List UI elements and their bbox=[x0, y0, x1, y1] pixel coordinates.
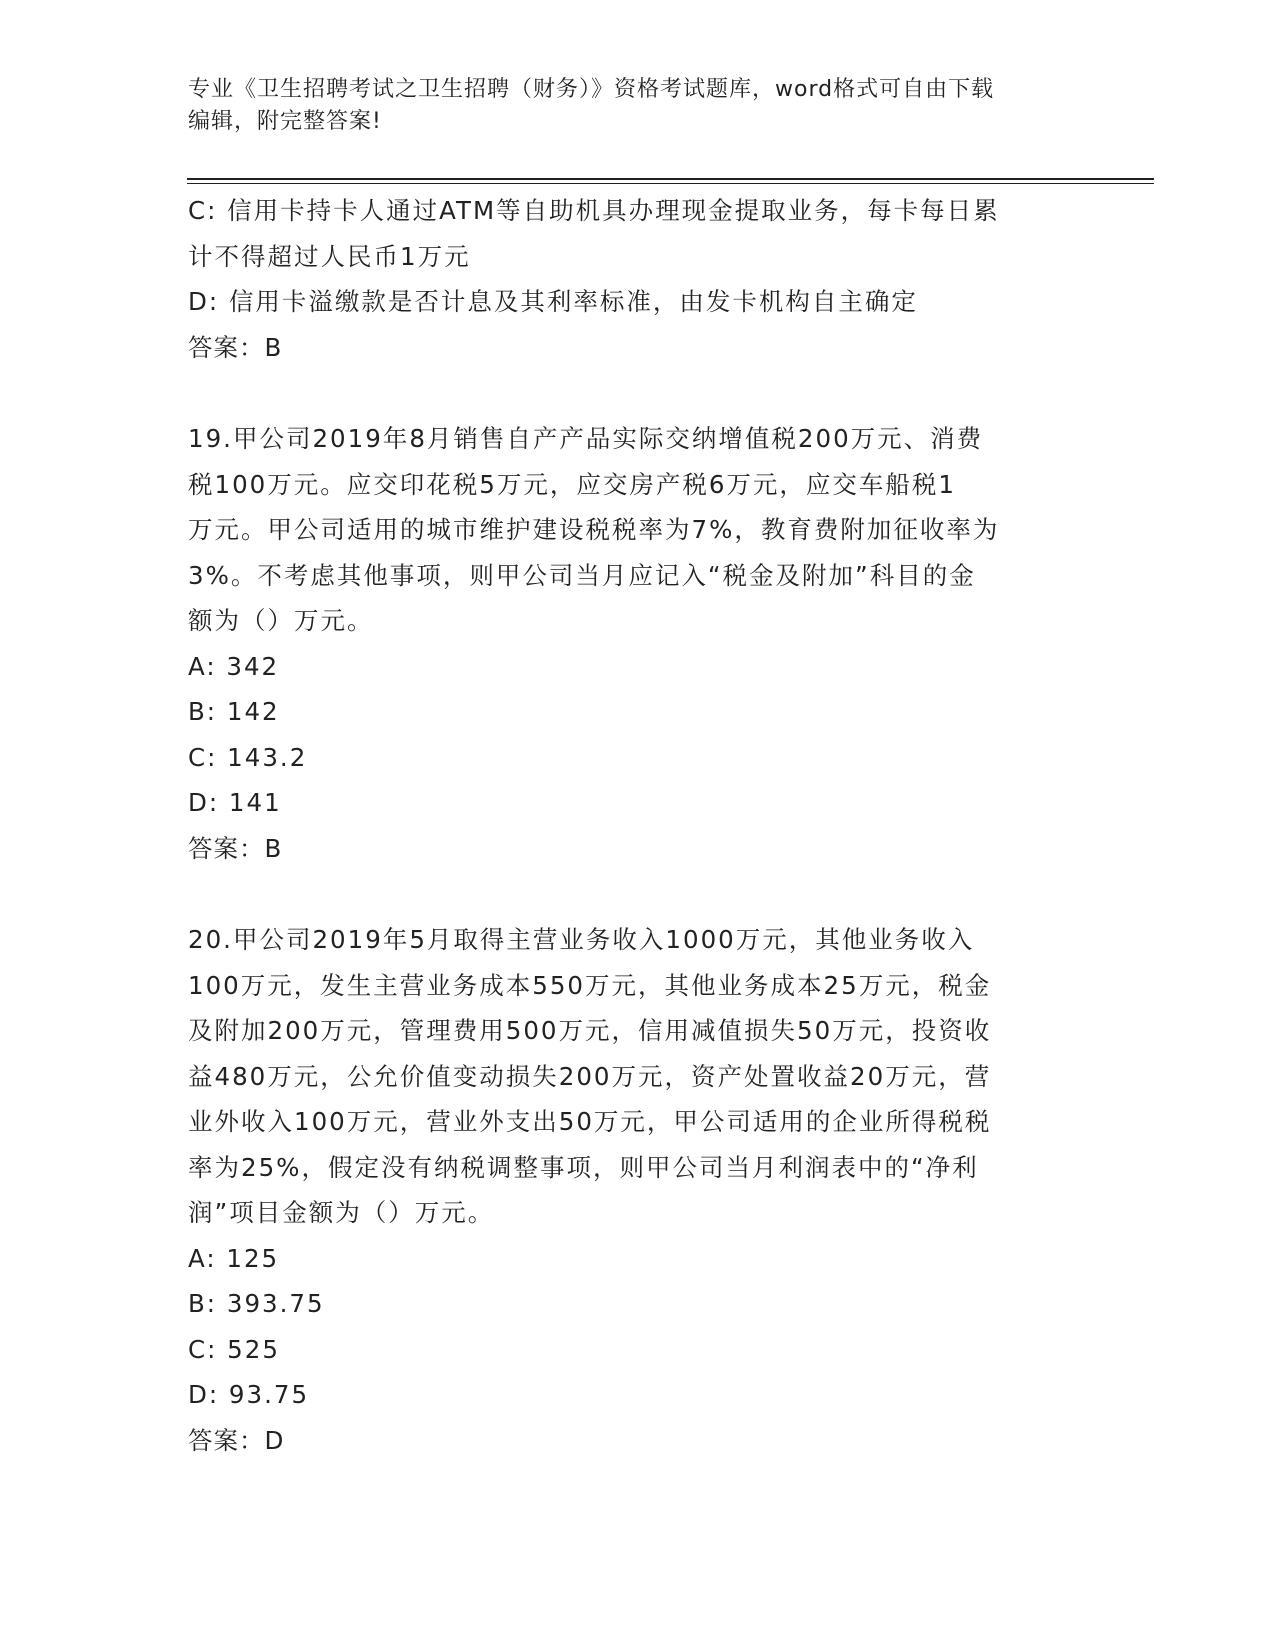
option-b: B: 142 bbox=[188, 697, 280, 726]
question-stem-line: 万元。甲公司适用的城市维护建设税税率为7%，教育费附加征收率为 bbox=[188, 515, 1000, 544]
header-line-1: 专业《卫生招聘考试之卫生招聘（财务）》资格考试题库，word格式可自由下载 bbox=[188, 77, 995, 102]
question-stem-line: 益480万元，公允价值变动损失200万元，资产处置收益20万元，营 bbox=[188, 1061, 992, 1091]
answer-label: 答案：B bbox=[188, 332, 283, 362]
option-c: C: 525 bbox=[188, 1334, 280, 1364]
question-stem-line: 19.甲公司2019年8月销售自产产品实际交纳增值税200万元、消费 bbox=[188, 424, 984, 453]
option-c-line-1: C: 信用卡持卡人通过ATM等自助机具办理现金提取业务，每卡每日累 bbox=[188, 196, 1000, 225]
question-stem-line: 税100万元。应交印花税5万元，应交房产税6万元，应交车船税1 bbox=[188, 469, 957, 499]
previous-question-tail bbox=[188, 188, 1088, 370]
question-stem-line: 3%。不考虑其他事项，则甲公司当月应记入“税金及附加”科目的金 bbox=[188, 560, 976, 590]
header-line-2: 编辑，附完整答案! bbox=[188, 109, 382, 134]
option-d: D: 信用卡溢缴款是否计息及其利率标准，由发卡机构自主确定 bbox=[188, 287, 918, 316]
question-stem-line: 100万元，发生主营业务成本550万元，其他业务成本25万元，税金 bbox=[188, 970, 992, 1000]
option-d: D: 141 bbox=[188, 788, 282, 817]
header-divider-thick bbox=[187, 178, 1154, 180]
answer-label: 答案：D bbox=[188, 1425, 285, 1455]
option-a: A: 342 bbox=[188, 651, 280, 681]
question-stem-line: 业外收入100万元，营业外支出50万元，甲公司适用的企业所得税税 bbox=[188, 1107, 992, 1136]
question-stem-line: 20.甲公司2019年5月取得主营业务收入1000万元，其他业务收入 bbox=[188, 925, 975, 954]
option-c-line-2: 计不得超过人民币1万元 bbox=[188, 241, 471, 271]
header-divider-thin bbox=[187, 183, 1154, 184]
option-d: D: 93.75 bbox=[188, 1380, 310, 1409]
question-stem-line: 率为25%，假定没有纳税调整事项，则甲公司当月利润表中的“净利 bbox=[188, 1152, 979, 1182]
question-stem-line: 及附加200万元，管理费用500万元，信用减值损失50万元，投资收 bbox=[188, 1016, 992, 1045]
option-a: A: 125 bbox=[188, 1243, 280, 1273]
document-body bbox=[188, 188, 1088, 1463]
option-b: B: 393.75 bbox=[188, 1289, 325, 1318]
document-header bbox=[188, 74, 1088, 138]
question-stem-line: 润”项目金额为（）万元。 bbox=[188, 1198, 495, 1227]
question-19 bbox=[188, 416, 1088, 871]
answer-label: 答案：B bbox=[188, 833, 283, 863]
option-c: C: 143.2 bbox=[188, 742, 308, 772]
question-20 bbox=[188, 917, 1088, 1463]
question-stem-line: 额为（）万元。 bbox=[188, 606, 374, 635]
spacer bbox=[188, 871, 1088, 917]
spacer bbox=[188, 370, 1088, 416]
